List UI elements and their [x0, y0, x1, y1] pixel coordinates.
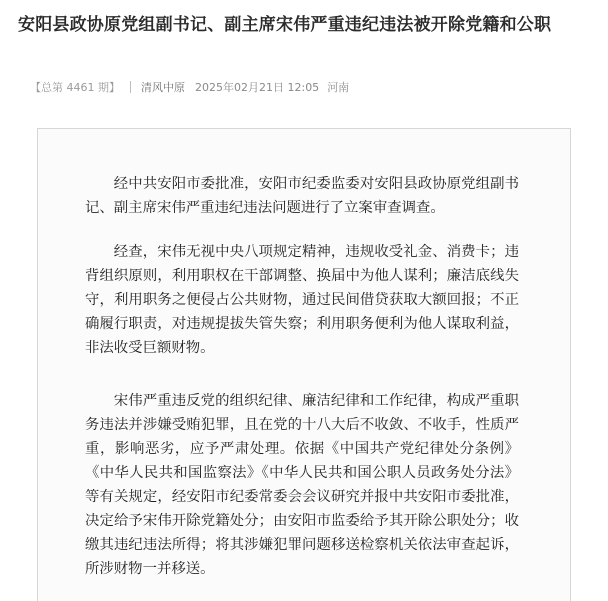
- article-paragraph-3: 宋伟严重违反党的组织纪律、廉洁纪律和工作纪律，构成严重职务违法并涉嫌受贿犯罪，且在党的十八大后不收敛、不收手，性质严重，影响恶劣，应予严肃处理。依据《中国共产党纪律处分条例》《中华人民共和国监察法》《中华人民共和国公职人员政务处分法》等有关规定，经安阳市纪委常委会会议研究并报中共安阳市委批准，决定给予宋伟开除党籍处分；由安阳市监委给予其开除公职处分；收缴其违纪违法所得；将其涉嫌犯罪问题移送检察机关依法审查起诉，所涉财物一并移送。: [85, 393, 519, 577]
- issue-number: 【总第 4461 期】: [30, 81, 120, 94]
- source-name[interactable]: 清风中原: [141, 81, 185, 94]
- publish-location: 河南: [327, 81, 350, 94]
- article-title: 安阳县政协原党组副书记、副主席宋伟严重违纪违法被开除党籍和公职: [18, 15, 552, 35]
- article-meta: [30, 78, 349, 96]
- publish-datetime: 2025年02月21日 12:05: [195, 81, 320, 94]
- article-paragraph-2: 经查，宋伟无视中央八项规定精神，违规收受礼金、消费卡；违背组织原则，利用职权在干部调整、换届中为他人谋利；廉洁底线失守，利用职务之便侵占公共财物，通过民间借贷获取大额回报；不正确履行职责，对违规提拔失管失察；利用职务便利为他人谋取利益，非法收受巨额财物。: [85, 244, 519, 356]
- meta-divider: [130, 81, 131, 93]
- article-content-box: [37, 128, 571, 601]
- article-paragraph-1: 经中共安阳市委批准，安阳市纪委监委对安阳县政协原党组副书记、副主席宋伟严重违纪违法问题进行了立案审查调查。: [85, 176, 519, 216]
